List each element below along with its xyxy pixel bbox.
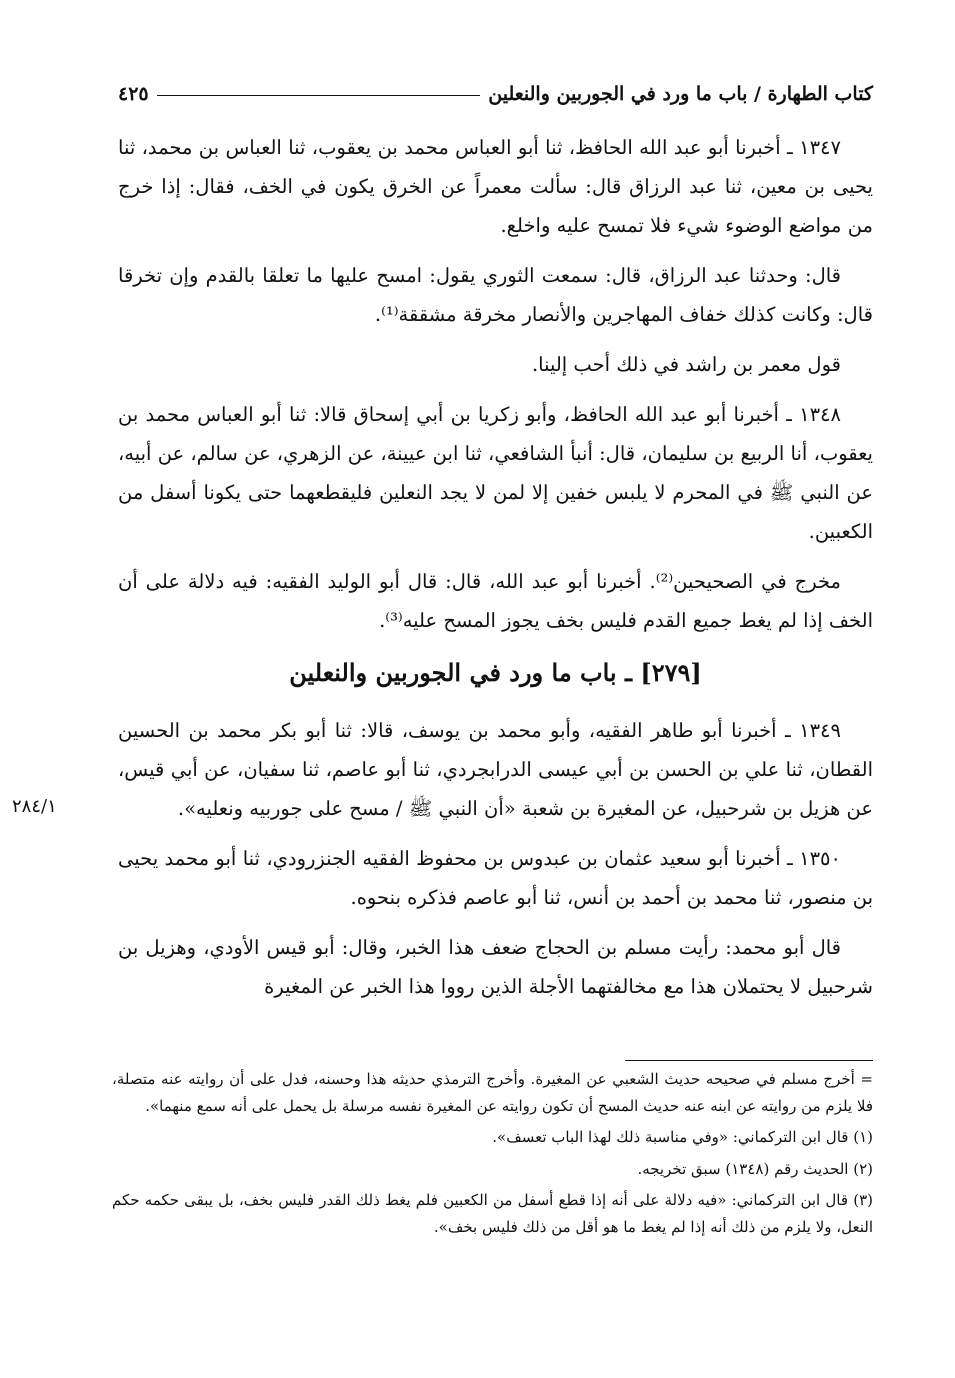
main-text	[118, 128, 873, 1017]
paragraph-1347: ١٣٤٧ ـ أخبرنا أبو عبد الله الحافظ، ثنا أبو العباس محمد بن يعقوب، ثنا العباس بن محمد، ثنا يحيى بن معين، ثنا عبد الرزاق قال: سألت معمراً عن الخرق يكون في الخف، فقال: إذا خرج من مواضع الوضوء شيء فلا تمسح عليه واخلع.	[118, 136, 873, 237]
footnote-continuation: = أخرج مسلم في صحيحه حديث الشعبي عن المغيرة. وأخرج الترمذي حديثه هذا وحسنه، فدل على أن روايته عنه متصلة، فلا يلزم من روايته عن ابنه عنه حديث المسح أن تكون روايته عن المغيرة نفسه مرسلة بل يحمل على أنه سمع منهما».	[112, 1070, 873, 1115]
header-rule	[157, 95, 481, 96]
paragraph-1350: ١٣٥٠ ـ أخبرنا أبو سعيد عثمان بن عبدوس بن محفوظ الفقيه الجنزرودي، ثنا أبو محمد يحيى بن منصور، ثنا محمد بن أحمد بن أنس، ثنا أبو عاصم فذكره بنحوه.	[118, 847, 873, 909]
margin-volume-page-reference: ٢٨٤/١	[12, 796, 57, 817]
paragraph-1348: ١٣٤٨ ـ أخبرنا أبو عبد الله الحافظ، وأبو زكريا بن أبي إسحاق قالا: ثنا أبو العباس محمد بن يعقوب، أنا الربيع بن سليمان، قال: أنبأ الشافعي، ثنا ابن عيينة، عن الزهري، عن سالم، عن أبيه، عن النبي ﷺ في المحرم لا يلبس خفين إلا لمن لا يجد النعلين فليقطعهما حتى يكونا أسفل من الكعبين.	[118, 403, 873, 543]
footnote-2: (٢) الحديث رقم (١٣٤٨) سبق تخريجه.	[637, 1159, 873, 1178]
paragraph-1349: ١٣٤٩ ـ أخبرنا أبو طاهر الفقيه، وأبو محمد بن يوسف، قالا: ثنا أبو بكر محمد بن الحسين القطان، ثنا علي بن الحسن بن أبي عيسى الدرابجردي، ثنا أبو عاصم، ثنا سفيان، عن أبي قيس، عن هزيل بن شرحبيل، عن المغيرة بن شعبة «أن النبي ﷺ / مسح على جوربيه ونعليه».	[118, 719, 873, 820]
footnote-3: (٣) قال ابن التركماني: «فيه دلالة على أنه إذا قطع أسفل من الكعبين فلم يغط ذلك القدر فليس بخف، بل يبقى حكمه حكم النعل، ولا يلزم من ذلك أنه إذا لم يغط ما هو أقل من ذلك فليس بخف».	[112, 1191, 873, 1236]
paragraph-mamar: قول معمر بن راشد في ذلك أحب إلينا.	[531, 353, 841, 376]
paragraph-abu-muhammad: قال أبو محمد: رأيت مسلم بن الحجاج ضعف هذا الخبر، وقال: أبو قيس الأودي، وهزيل بن شرحبيل لا يحتملان هذا مع مخالفتهما الأجلة الذين رووا هذا الخبر عن المغيرة	[118, 936, 873, 998]
chapter-heading: [٢٧٩] ـ باب ما ورد في الجوربين والنعلين	[289, 658, 702, 687]
footnotes	[112, 1066, 873, 1245]
page-number: ٤٢٥	[118, 83, 149, 105]
paragraph-abd-al-razzaq: قال: وحدثنا عبد الرزاق، قال: سمعت الثوري يقول: امسح عليها ما تعلقا بالقدم وإن تخرقا قال: وكانت كذلك خفاف المهاجرين والأنصار مخرقة مشققة⁽¹⁾.	[118, 264, 873, 326]
running-header	[118, 78, 873, 110]
footnote-1: (١) قال ابن التركماني: «وفي مناسبة ذلك لهذا الباب تعسف».	[492, 1128, 873, 1146]
footnote-separator	[625, 1060, 873, 1061]
paragraph-sahihayn: مخرج في الصحيحين⁽²⁾. أخبرنا أبو عبد الله، قال: قال أبو الوليد الفقيه: فيه دلالة على أن الخف إذا لم يغط جميع القدم فليس بخف يجوز المسح عليه⁽³⁾.	[118, 570, 873, 632]
running-title: كتاب الطهارة / باب ما ورد في الجوربين والنعلين	[488, 83, 873, 105]
